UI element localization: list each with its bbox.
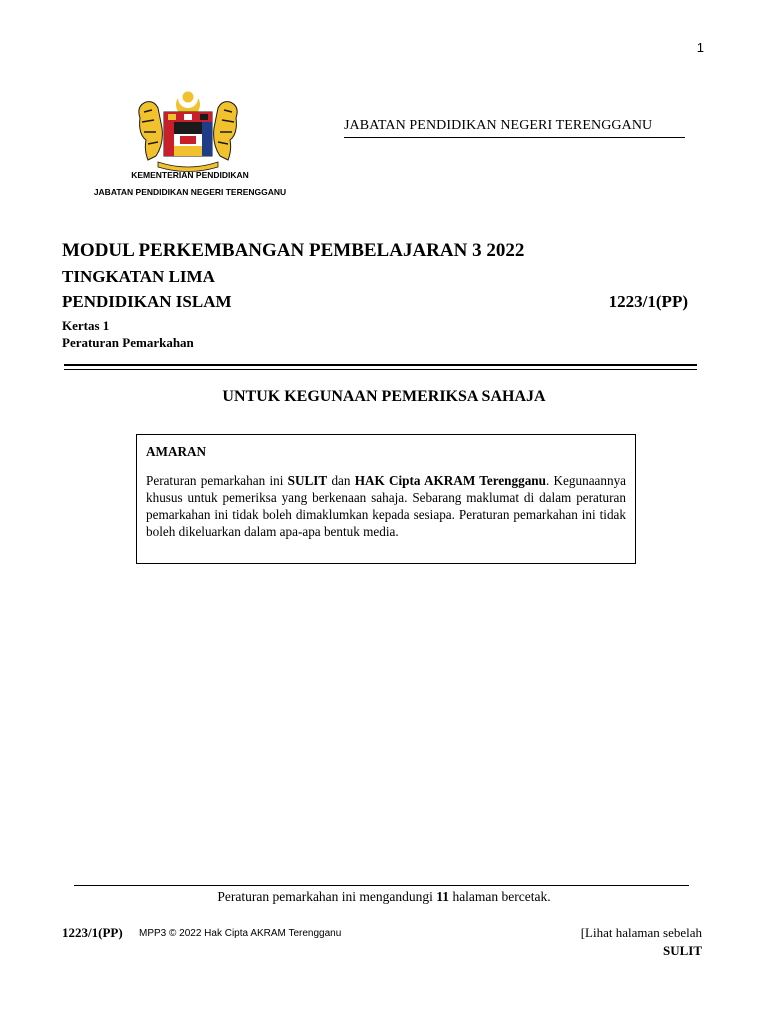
warning-body: Kegunaannya khusus untuk pemeriksa yang berkenaan sahaja. Sebarang maklumat di dalam peraturan pemarkahan ini tidak boleh dimaklumkan kepada sesiapa. Peraturan pemarkahan ini tidak boleh dikeluarkan dalam apa-apa bentuk media. bbox=[146, 473, 627, 539]
page-count-number: 11 bbox=[436, 889, 450, 904]
module-title: MODUL PERKEMBANGAN PEMBELAJARAN 3 2022 bbox=[62, 240, 525, 261]
footer-paper-code: 1223/1(PP) bbox=[62, 925, 123, 940]
warning-title: AMARAN bbox=[146, 444, 207, 459]
footer-divider bbox=[74, 885, 689, 886]
examiner-only-heading: UNTUK KEGUNAAN PEMERIKSA SAHAJA bbox=[222, 388, 546, 405]
department-header: JABATAN PENDIDIKAN NEGERI TERENGGANU bbox=[344, 118, 653, 133]
footer-sulit: SULIT bbox=[662, 943, 702, 958]
paper-code: 1223/1(PP) bbox=[608, 292, 688, 311]
warning-copyright: HAK Cipta AKRAM Terengganu bbox=[354, 473, 546, 488]
page-count-prefix: Peraturan pemarkahan ini mengandungi bbox=[217, 889, 437, 904]
warning-box bbox=[136, 434, 636, 564]
warning-prefix: Peraturan pemarkahan ini bbox=[146, 473, 288, 488]
warning-sulit: SULIT bbox=[287, 473, 328, 488]
divider-thick bbox=[64, 364, 697, 366]
warning-text bbox=[146, 472, 626, 540]
paper-number: Kertas 1 bbox=[62, 318, 110, 333]
department-name-small: JABATAN PENDIDIKAN NEGERI TERENGGANU bbox=[93, 187, 287, 197]
divider-thin bbox=[64, 369, 697, 370]
warning-period: . bbox=[545, 473, 550, 488]
page-number: 1 bbox=[696, 40, 704, 55]
department-underline bbox=[344, 137, 685, 138]
footer-next-page: [Lihat halaman sebelah bbox=[580, 925, 702, 940]
footer-copyright: MPP3 © 2022 Hak Cipta AKRAM Terengganu bbox=[139, 928, 342, 939]
page-count-note bbox=[0, 889, 768, 905]
document-type: Peraturan Pemarkahan bbox=[62, 335, 194, 350]
subject-name: PENDIDIKAN ISLAM bbox=[62, 292, 232, 311]
ministry-name: KEMENTERIAN PENDIDIKAN bbox=[131, 170, 249, 180]
warning-and: dan bbox=[327, 473, 355, 488]
page-count-suffix: halaman bercetak. bbox=[449, 889, 551, 904]
coat-of-arms-logo bbox=[132, 88, 244, 172]
form-level: TINGKATAN LIMA bbox=[62, 267, 215, 286]
